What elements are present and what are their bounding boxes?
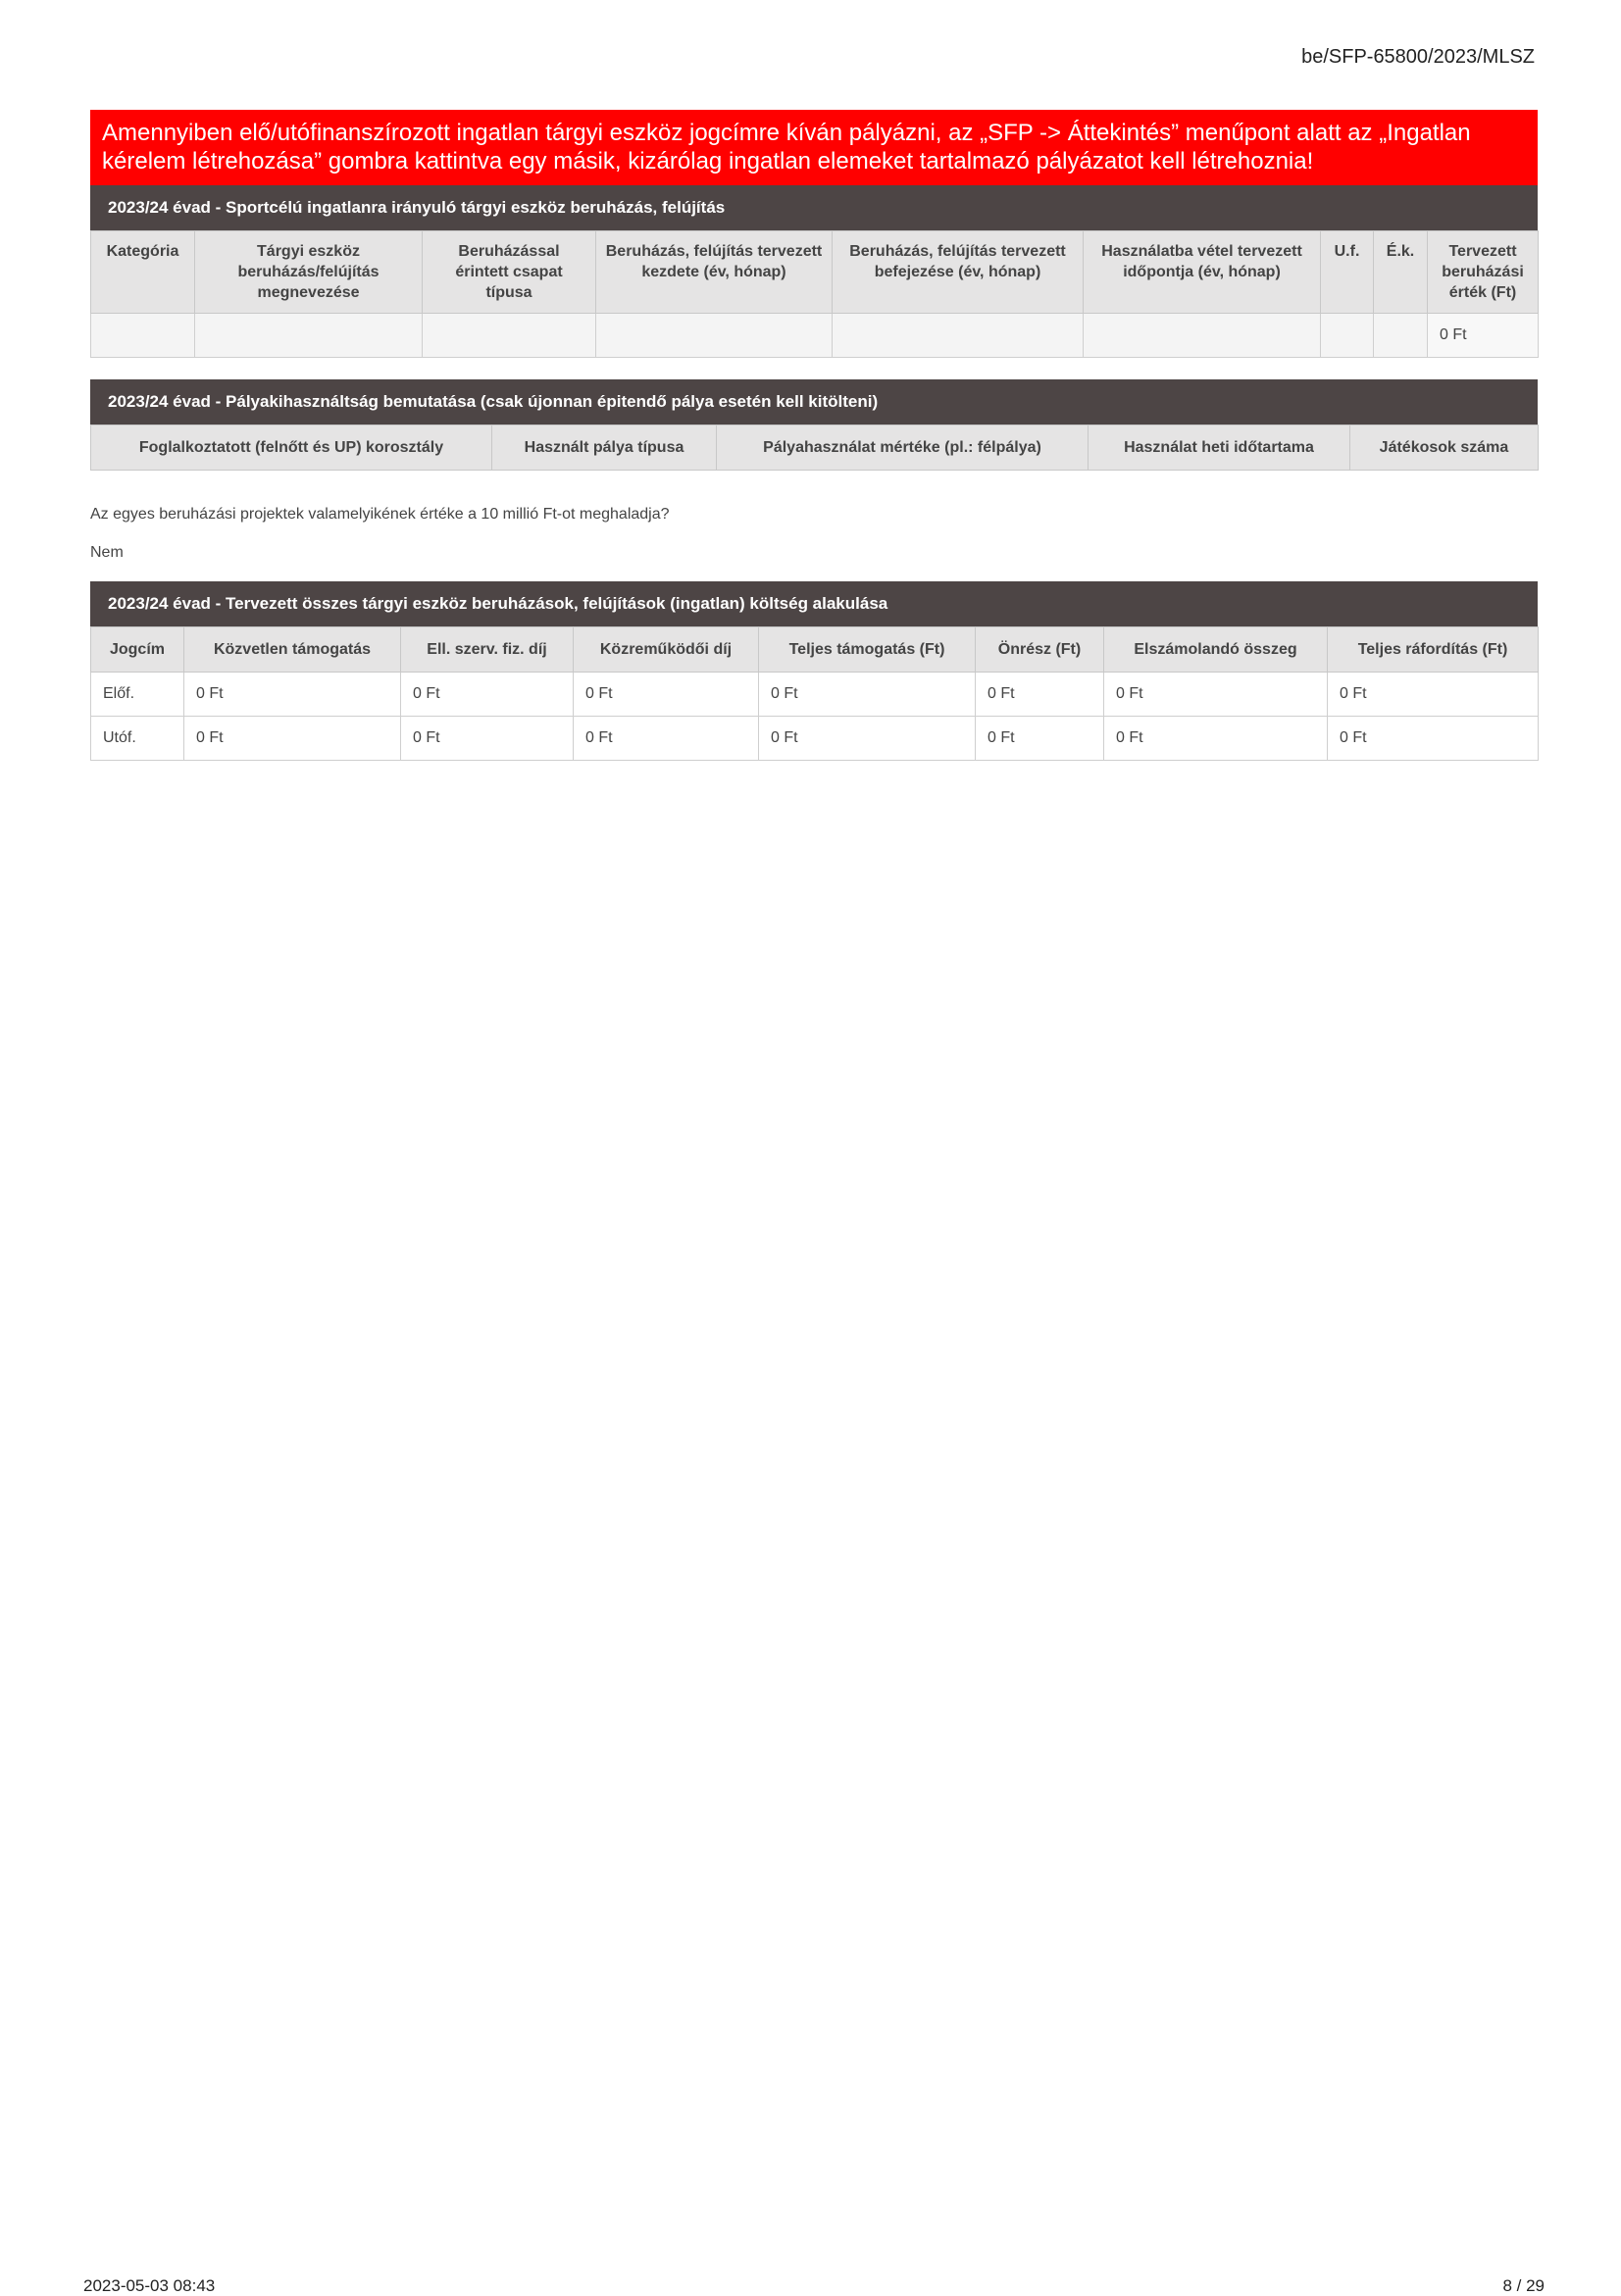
col-header: Foglalkoztatott (felnőtt és UP) korosztály [91, 425, 492, 471]
table-cell: 0 Ft [759, 673, 976, 717]
table-cell: 0 Ft [1104, 717, 1328, 761]
table-cell: 0 Ft [1328, 673, 1539, 717]
col-header: Tárgyi eszköz beruházás/felújítás megnevezése [195, 231, 423, 314]
table-cell: Utóf. [91, 717, 184, 761]
col-header: Pályahasználat mértéke (pl.: félpálya) [717, 425, 1089, 471]
warning-banner: Amennyiben elő/utófinanszírozott ingatlan tárgyi eszköz jogcímre kíván pályázni, az „SFP -> Áttekintés” menűpont alatt az „Ingatlan kérelem létrehozása” gombra kattintva egy másik, kizárólag ingatlan elemeket tartalmazó pályázatot kell létrehoznia! [90, 110, 1538, 185]
table-cell [1374, 314, 1428, 358]
col-header: Elszámolandó összeg [1104, 627, 1328, 673]
table-cell [1084, 314, 1321, 358]
page-content [90, 110, 1538, 761]
table-cell: 0 Ft [401, 717, 574, 761]
table-cell: Előf. [91, 673, 184, 717]
col-header: Közvetlen támogatás [184, 627, 401, 673]
table-cell: 0 Ft [976, 717, 1104, 761]
col-header: É.k. [1374, 231, 1428, 314]
table-cell: 0 Ft [184, 717, 401, 761]
table-cell [91, 314, 195, 358]
table-cell [423, 314, 596, 358]
table-row [91, 673, 1539, 717]
col-header: Jogcím [91, 627, 184, 673]
table-header-row [91, 425, 1539, 471]
col-header: Beruházás, felújítás tervezett befejezése (év, hónap) [833, 231, 1084, 314]
document-id: be/SFP-65800/2023/MLSZ [1301, 46, 1535, 68]
table-cell: 0 Ft [184, 673, 401, 717]
table-cell: 0 Ft [1328, 717, 1539, 761]
col-header: Tervezett beruházási érték (Ft) [1428, 231, 1539, 314]
section-title-investment: 2023/24 évad - Sportcélú ingatlanra irányuló tárgyi eszköz beruházás, felújítás [90, 185, 1538, 230]
col-header: Közreműködői díj [574, 627, 759, 673]
table-cell [596, 314, 833, 358]
table-row [91, 314, 1539, 358]
table-header-row [91, 231, 1539, 314]
col-header: Teljes támogatás (Ft) [759, 627, 976, 673]
section-title-cost-summary: 2023/24 évad - Tervezett összes tárgyi eszköz beruházások, felújítások (ingatlan) költség alakulása [90, 581, 1538, 626]
col-header: Használat heti időtartama [1089, 425, 1350, 471]
table-cell: 0 Ft [574, 673, 759, 717]
table-cell [1321, 314, 1374, 358]
col-header: Játékosok száma [1350, 425, 1539, 471]
col-header: Beruházás, felújítás tervezett kezdete (év, hónap) [596, 231, 833, 314]
page-number: 8 / 29 [1502, 2276, 1545, 2295]
col-header: Kategória [91, 231, 195, 314]
col-header: Ell. szerv. fiz. díj [401, 627, 574, 673]
field-usage-table [90, 424, 1539, 471]
col-header: Teljes ráfordítás (Ft) [1328, 627, 1539, 673]
table-cell: 0 Ft [759, 717, 976, 761]
section-title-field-usage: 2023/24 évad - Pályakihasználtság bemutatása (csak újonnan épitendő pálya esetén kell kitölteni) [90, 379, 1538, 424]
table-header-row [91, 627, 1539, 673]
table-cell: 0 Ft [574, 717, 759, 761]
col-header: Beruházással érintett csapat típusa [423, 231, 596, 314]
table-cell [195, 314, 423, 358]
table-cell [833, 314, 1084, 358]
table-row [91, 717, 1539, 761]
col-header: Önrész (Ft) [976, 627, 1104, 673]
footer-timestamp: 2023-05-03 08:43 [83, 2276, 216, 2295]
answer-text: Nem [90, 544, 124, 561]
planned-value-cell: 0 Ft [1428, 314, 1539, 358]
table-cell: 0 Ft [1104, 673, 1328, 717]
question-text: Az egyes beruházási projektek valamelyikének értéke a 10 millió Ft-ot meghaladja? [90, 506, 670, 523]
col-header: Használatba vétel tervezett időpontja (év, hónap) [1084, 231, 1321, 314]
investment-table [90, 230, 1539, 358]
col-header: U.f. [1321, 231, 1374, 314]
table-cell: 0 Ft [401, 673, 574, 717]
table-cell: 0 Ft [976, 673, 1104, 717]
cost-summary-table [90, 626, 1539, 761]
col-header: Használt pálya típusa [492, 425, 717, 471]
